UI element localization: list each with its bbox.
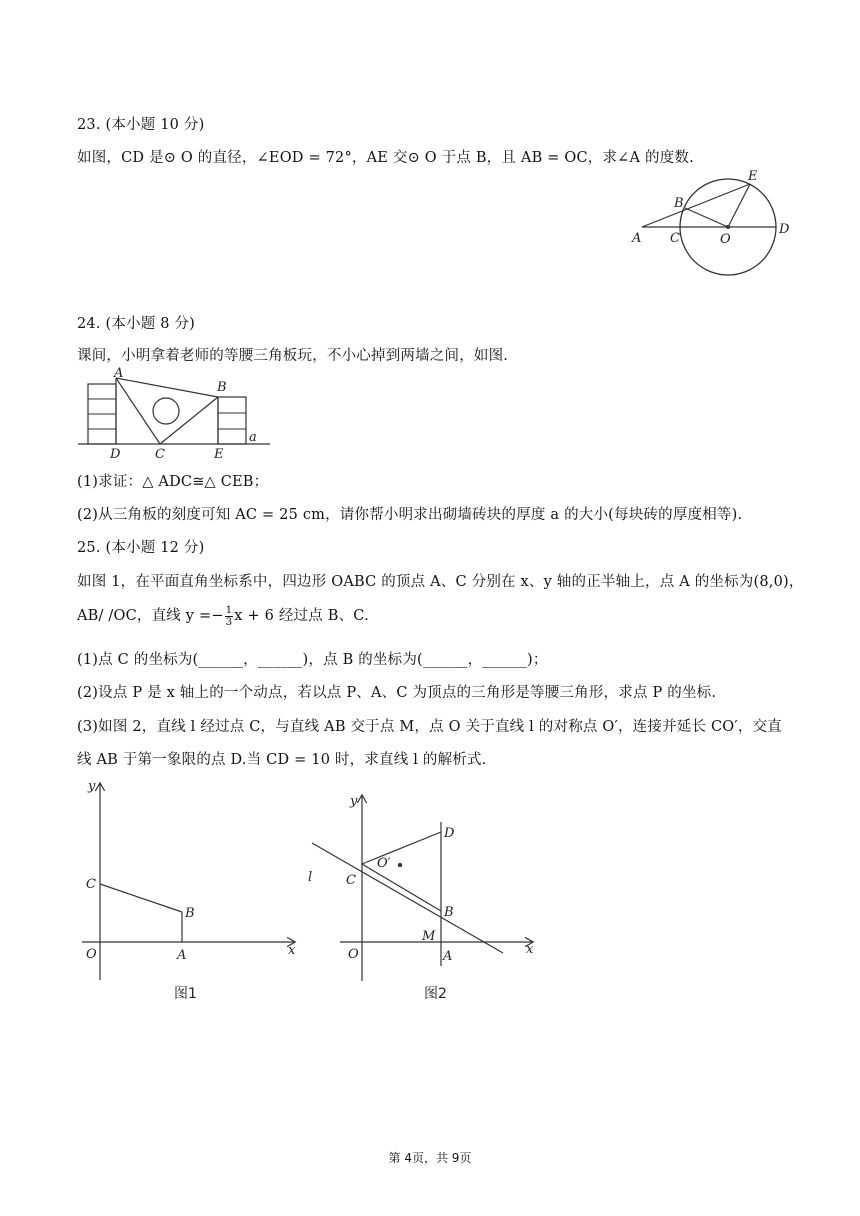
fig2-label-o-prime: O′	[377, 856, 391, 871]
fig2-label-a: A	[443, 949, 453, 964]
q25-part2: (2)设点 P 是 x 轴上的一个动点，若以点 P、A、C 为顶点的三角形是等腰三角形，求点 P 的坐标.	[77, 685, 717, 701]
q24-part1: (1)求证：△ ADC≅△ CEB；	[77, 474, 269, 490]
q24-label-d: D	[110, 447, 121, 460]
q25-line1: 如图 1，在平面直角坐标系中，四边形 OABC 的顶点 A、C 分别在 x、y 轴的正半轴上，点 A 的坐标为(8,0)，	[77, 574, 804, 590]
q23-circle-figure	[628, 165, 800, 277]
q25-fraction-numerator: 1	[225, 604, 233, 616]
q24-part2: (2)从三角板的刻度可知 AC = 25 cm，请你帮小明求出砌墙砖块的厚度 a 的大小(每块砖的厚度相等).	[77, 507, 743, 523]
q25-part1: (1)点 C 的坐标为(______，______)，点 B 的坐标为(______，______)；	[77, 652, 548, 668]
fig2-label-y: y	[350, 794, 358, 809]
q25-header: 25. (本小题 12 分)	[77, 540, 205, 556]
fig1-label-b: B	[185, 906, 195, 921]
page-footer: 第 4页，共 9页	[388, 1151, 472, 1165]
fig1-label-a: A	[177, 948, 187, 963]
q25-line2-before-fraction: AB/ /OC，直线 y =−	[77, 608, 224, 624]
q23-label-a: A	[632, 231, 642, 246]
q25-line2-after-fraction: x + 6 经过点 B、C.	[234, 608, 369, 624]
q23-label-e: E	[748, 169, 758, 184]
fig2-label-c: C	[346, 873, 356, 888]
fig2-label-b: B	[444, 905, 454, 920]
q24-text: 课间，小明拿着老师的等腰三角板玩，不小心掉到两墙之间，如图.	[77, 348, 509, 364]
q24-label-b: B	[217, 380, 227, 395]
q23-label-o: O	[720, 232, 731, 247]
q23-label-d: D	[779, 222, 790, 237]
q24-wall-figure	[76, 364, 272, 460]
fig2-label-d: D	[444, 826, 455, 841]
fig1-label-y: y	[88, 779, 96, 794]
q25-part3-line1: (3)如图 2，直线 l 经过点 C，与直线 AB 交于点 M，点 O 关于直线 l 的对称点 O′，连接并延长 CO′，交直	[77, 719, 782, 735]
fig1-label-c: C	[86, 877, 96, 892]
fig2-label-x: x	[526, 942, 534, 957]
fig2-caption: 图2	[424, 986, 447, 1002]
q24-label-a-thickness: a	[249, 430, 257, 445]
q25-part3-line2: 线 AB 于第一象限的点 D.当 CD = 10 时，求直线 l 的解析式.	[77, 752, 487, 768]
q23-text: 如图，CD 是⊙ O 的直径，∠EOD = 72°，AE 交⊙ O 于点 B，且 AB = OC，求∠A 的度数.	[77, 150, 694, 166]
q24-label-c: C	[155, 447, 165, 460]
fig1-caption: 图1	[174, 986, 197, 1002]
q24-label-e: E	[214, 447, 224, 460]
fig1-label-o: O	[86, 947, 97, 962]
q23-label-c: C	[670, 231, 680, 246]
q24-header: 24. (本小题 8 分)	[77, 316, 196, 332]
fig2-label-o: O	[348, 947, 359, 962]
fig1-label-x: x	[288, 943, 296, 958]
q25-line2	[77, 604, 369, 628]
q25-figure-1	[78, 772, 308, 1012]
q23-header: 23. (本小题 10 分)	[77, 117, 205, 133]
q25-fraction	[225, 605, 234, 628]
fig2-label-m: M	[422, 929, 436, 944]
fig2-label-l: l	[308, 870, 313, 885]
q25-fraction-denominator: 3	[225, 616, 233, 628]
q23-label-b: B	[674, 196, 684, 211]
q25-figure-2	[300, 786, 540, 1012]
q24-label-a: A	[114, 366, 124, 381]
